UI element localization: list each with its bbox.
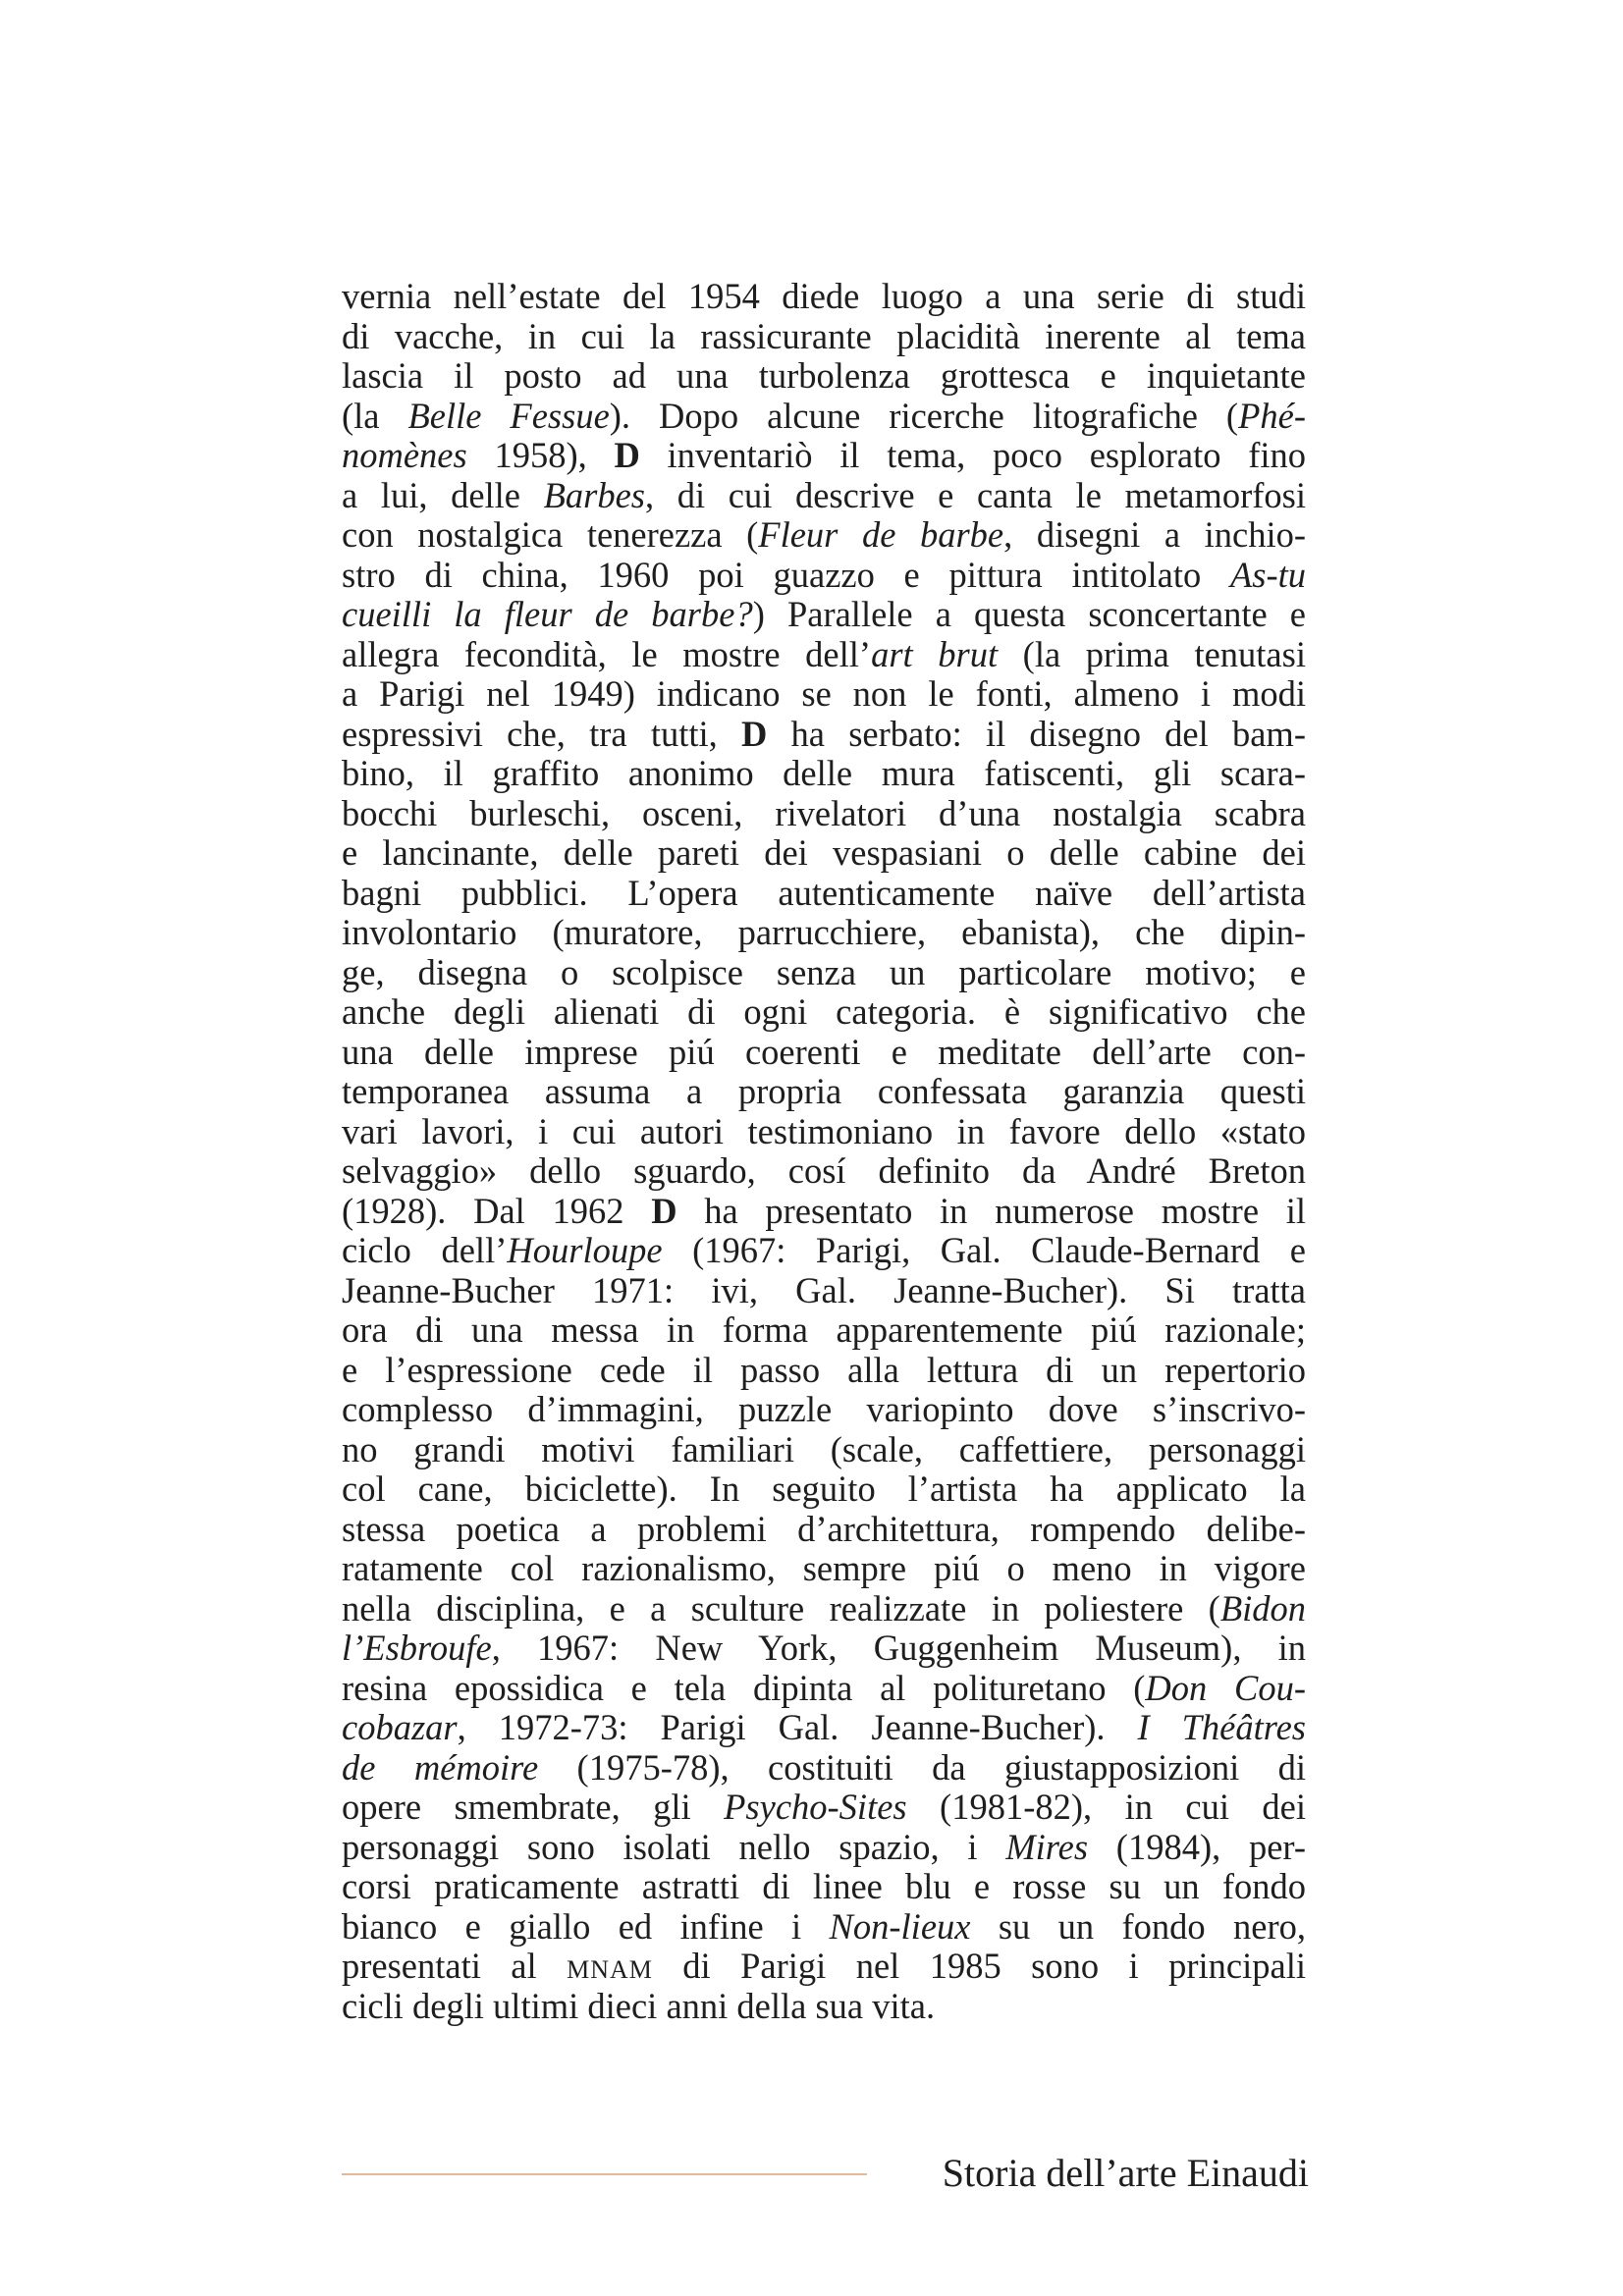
- text-line: [342, 913, 1306, 953]
- text-run: e l’espressione cede il passo alla lettura di un repertorio: [342, 1349, 1306, 1390]
- text-run: involontario (muratore, parrucchiere, ebanista), che dipin-: [342, 912, 1306, 952]
- text-run: presentati al: [342, 1946, 568, 1986]
- text-run: con nostalgica tenerezza (: [342, 514, 759, 555]
- text-run: espressivi che, tra tutti,: [342, 713, 741, 754]
- text-run: , 1972-73: Parigi Gal. Jeanne-Bucher).: [457, 1707, 1138, 1747]
- text-run: ratamente col razionalismo, sempre piú o meno in vigore: [342, 1548, 1306, 1588]
- italic-run: Psycho-Sites: [724, 1787, 907, 1827]
- text-run: su un fondo nero,: [970, 1905, 1307, 1947]
- text-run: (1981-82), in cui dei: [906, 1787, 1306, 1827]
- text-run: ) Parallele a questa sconcertante e: [752, 594, 1306, 634]
- text-line: [342, 1589, 1306, 1629]
- text-run: a Parigi nel 1949) indicano se non le fonti, almeno i modi: [342, 673, 1306, 714]
- text-line: [342, 1430, 1306, 1470]
- italic-run: Belle Fessue: [407, 395, 610, 436]
- italic-run: Mires: [1005, 1826, 1089, 1867]
- italic-run: cobazar: [342, 1707, 458, 1747]
- text-line: [342, 1629, 1306, 1669]
- smallcaps-run: mnam: [567, 1946, 653, 1986]
- italic-run: Non-lieux: [829, 1905, 971, 1947]
- text-line: [342, 515, 1306, 556]
- text-line: [342, 277, 1306, 317]
- text-line: [342, 1310, 1306, 1351]
- text-line: [342, 754, 1306, 794]
- italic-run: Fleur de barbe: [758, 514, 1004, 555]
- text-run: (la prima tenutasi: [998, 633, 1306, 674]
- text-run: (1967: Parigi, Gal. Claude-Bernard e: [662, 1230, 1306, 1270]
- text-run: lascia il posto ad una turbolenza grottesca e inquietante: [342, 355, 1306, 396]
- italic-run: Hourloupe: [507, 1230, 663, 1270]
- text-run: a lui, delle: [342, 474, 544, 515]
- text-run: resina epossidica e tela dipinta al polituretano (: [342, 1667, 1146, 1708]
- text-line: [342, 1112, 1306, 1152]
- text-line: [342, 953, 1306, 993]
- text-run: corsi praticamente astratti di linee blu e rosse su un fondo: [342, 1866, 1306, 1906]
- text-run: bagni pubblici. L’opera autenticamente naïve dell’artista: [342, 872, 1306, 913]
- text-run: ). Dopo alcune ricerche litografiche (: [609, 395, 1239, 436]
- text-line: [342, 1669, 1306, 1709]
- text-line: [342, 794, 1306, 834]
- text-line: [342, 635, 1306, 675]
- text-run: ha presentato in numerose mostre il: [676, 1190, 1306, 1231]
- text-run: di Parigi nel 1985 sono i principali: [652, 1946, 1306, 1986]
- text-line: [342, 1351, 1306, 1391]
- footer-rule: [342, 2173, 867, 2175]
- text-run: , disegni a inchio-: [1003, 514, 1306, 555]
- text-run: col cane, biciclette). In seguito l’artista ha applicato la: [342, 1468, 1306, 1509]
- text-run: bino, il graffito anonimo delle mura fatiscenti, gli scara-: [342, 753, 1306, 793]
- bold-run: D: [651, 1190, 677, 1231]
- text-run: (la: [342, 395, 408, 436]
- text-line: [342, 1907, 1306, 1948]
- text-line: [342, 1271, 1306, 1311]
- text-line: [342, 1151, 1306, 1192]
- text-line: [342, 1828, 1306, 1868]
- text-run: , 1967: New York, Guggenheim Museum), in: [491, 1628, 1306, 1668]
- italic-run: cueilli la fleur de barbe?: [342, 594, 753, 634]
- text-run: bocchi burleschi, osceni, rivelatori d’una nostalgia scabra: [342, 792, 1306, 833]
- text-run: e lancinante, delle pareti dei vespasiani o delle cabine dei: [342, 832, 1306, 873]
- text-run: una delle imprese piú coerenti e meditate dell’arte con-: [342, 1031, 1306, 1072]
- italic-run: art brut: [871, 633, 999, 674]
- text-run: (1984), per-: [1088, 1826, 1306, 1867]
- italic-run: I Théâtres: [1137, 1707, 1306, 1747]
- text-run: inventariò il tema, poco esplorato fino: [639, 435, 1307, 475]
- text-line: [342, 1748, 1306, 1789]
- text-run: di vacche, in cui la rassicurante placidità inerente al tema: [342, 315, 1306, 356]
- text-line: [342, 715, 1306, 755]
- text-line: [342, 436, 1306, 476]
- footer-title: Storia dell’arte Einaudi: [942, 2151, 1309, 2195]
- text-line: [342, 833, 1306, 874]
- italic-run: l’Esbroufe: [342, 1628, 492, 1668]
- text-run: stro di china, 1960 poi guazzo e pittura intitolato: [342, 554, 1230, 595]
- italic-run: Phé-: [1238, 395, 1306, 436]
- text-run: opere smembrate, gli: [342, 1787, 725, 1827]
- bold-run: D: [614, 435, 640, 475]
- text-line: [342, 317, 1306, 357]
- text-line: [342, 556, 1306, 596]
- text-run: 1958),: [466, 435, 615, 475]
- text-line: [342, 1987, 1306, 2027]
- text-line: [342, 1072, 1306, 1112]
- text-run: bianco e giallo ed infine i: [342, 1905, 830, 1947]
- text-run: Jeanne-Bucher 1971: ivi, Gal. Jeanne-Bucher). Si tratta: [342, 1269, 1306, 1310]
- text-line: [342, 595, 1306, 635]
- text-line: [342, 1469, 1306, 1510]
- text-line: [342, 1788, 1306, 1828]
- body-text: [342, 277, 1306, 2026]
- text-run: ha serbato: il disegno del bam-: [767, 713, 1306, 754]
- text-line: [342, 1390, 1306, 1430]
- italic-run: Barbes: [543, 474, 646, 515]
- text-line: [342, 1033, 1306, 1073]
- text-run: anche degli alienati di ogni categoria. è significativo che: [342, 991, 1306, 1032]
- text-run: (1928). Dal 1962: [342, 1190, 652, 1231]
- text-line: [342, 476, 1306, 516]
- text-run: vari lavori, i cui autori testimoniano in favore dello «stato: [342, 1110, 1306, 1151]
- text-line: [342, 992, 1306, 1033]
- text-line: [342, 674, 1306, 715]
- bold-run: D: [740, 713, 768, 754]
- italic-run: Bidon: [1219, 1587, 1306, 1629]
- text-run: complesso d’immagini, puzzle variopinto dove s’inscrivo-: [342, 1389, 1306, 1429]
- text-line: [342, 1192, 1306, 1232]
- italic-run: nomènes: [342, 435, 467, 475]
- text-run: no grandi motivi familiari (scale, caffettiere, personaggi: [342, 1428, 1306, 1469]
- italic-run: de mémoire: [342, 1746, 539, 1788]
- text-run: ciclo dell’: [342, 1230, 508, 1270]
- text-run: stessa poetica a problemi d’architettura, rompendo delibe-: [342, 1508, 1306, 1549]
- text-line: [342, 1231, 1306, 1271]
- text-run: cicli degli ultimi dieci anni della sua vita.: [342, 1985, 936, 2026]
- text-line: [342, 1549, 1306, 1589]
- italic-run: As-tu: [1229, 554, 1306, 595]
- text-run: , di cui descrive e canta le metamorfosi: [645, 474, 1306, 515]
- text-line: [342, 1708, 1306, 1748]
- text-line: [342, 1510, 1306, 1550]
- text-run: vernia nell’estate del 1954 diede luogo a una serie di studi: [342, 276, 1306, 316]
- italic-run: Don Cou-: [1145, 1667, 1306, 1708]
- text-run: selvaggio» dello sguardo, cosí definito da André Breton: [342, 1150, 1306, 1191]
- text-line: [342, 1947, 1306, 1987]
- text-line: [342, 874, 1306, 914]
- text-run: nella disciplina, e a sculture realizzate in poliestere (: [342, 1587, 1220, 1629]
- text-run: personaggi sono isolati nello spazio, i: [342, 1826, 1006, 1867]
- text-run: (1975-78), costituiti da giustapposizioni di: [538, 1746, 1306, 1788]
- text-line: [342, 356, 1306, 397]
- text-run: temporanea assuma a propria confessata garanzia questi: [342, 1071, 1306, 1111]
- text-line: [342, 1867, 1306, 1907]
- text-line: [342, 397, 1306, 437]
- text-run: allegra fecondità, le mostre dell’: [342, 633, 872, 674]
- text-run: ge, disegna o scolpisce senza un particolare motivo; e: [342, 951, 1306, 992]
- text-run: ora di una messa in forma apparentemente piú razionale;: [342, 1309, 1306, 1350]
